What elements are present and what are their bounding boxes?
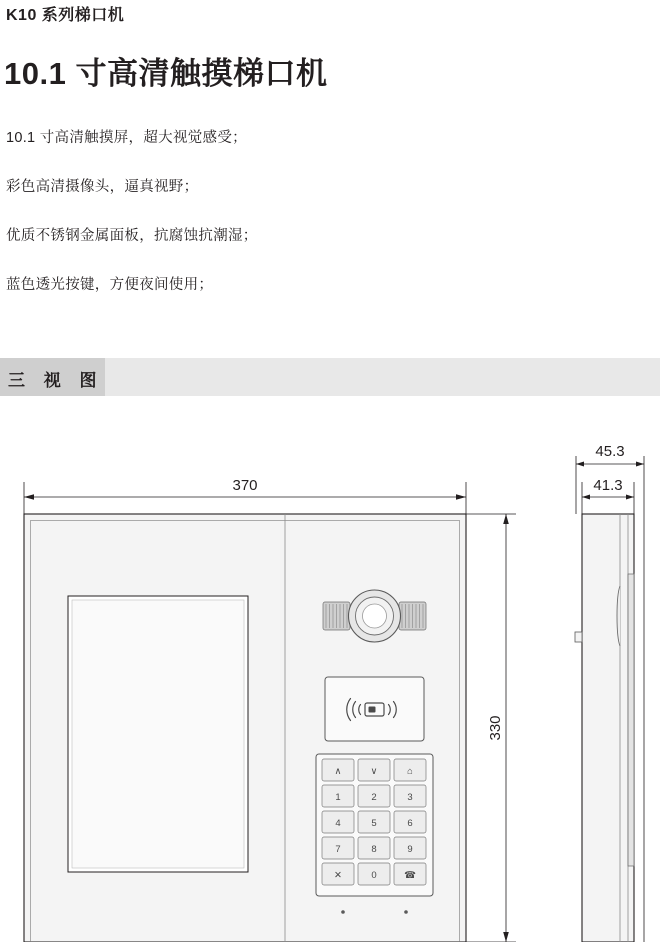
keypad-key: ∨ (370, 766, 378, 777)
keypad-key: 7 (335, 844, 341, 855)
dimension-depth-inner: 41.3 (593, 477, 623, 494)
keypad-key: ∧ (334, 766, 342, 777)
keypad-key: ⌂ (407, 766, 413, 777)
keypad-key: 3 (407, 792, 413, 803)
keypad-key: 2 (371, 792, 377, 803)
keypad-key: 6 (407, 818, 413, 829)
card-reader-panel (325, 677, 424, 741)
keypad-key: 8 (371, 844, 377, 855)
keypad-key: 0 (371, 870, 377, 881)
page-title: 10.1 寸高清触摸梯口机 (4, 56, 328, 91)
series-title: K10 系列梯口机 (6, 7, 125, 24)
keypad-key: 1 (335, 792, 341, 803)
keypad-key: 5 (371, 818, 377, 829)
keypad-key: 4 (335, 818, 341, 829)
section-heading: 三 视 图 (8, 371, 104, 390)
feature-item: 蓝色透光按键，方便夜间使用； (6, 277, 214, 293)
feature-item: 彩色高清摄像头，逼真视野； (6, 179, 199, 195)
keypad-key: ✕ (334, 870, 342, 881)
keypad-key: 9 (407, 844, 413, 855)
dimension-depth-outer: 45.3 (595, 443, 625, 460)
keypad (316, 754, 433, 896)
dimension-height: 330 (487, 715, 504, 741)
feature-item: 10.1 寸高清触摸屏，超大视觉感受； (6, 130, 247, 146)
keypad-key: ☎ (404, 870, 416, 881)
three-view-drawing (0, 396, 660, 942)
feature-item: 优质不锈钢金属面板，抗腐蚀抗潮湿； (6, 228, 258, 244)
dimension-width: 370 (232, 477, 258, 494)
